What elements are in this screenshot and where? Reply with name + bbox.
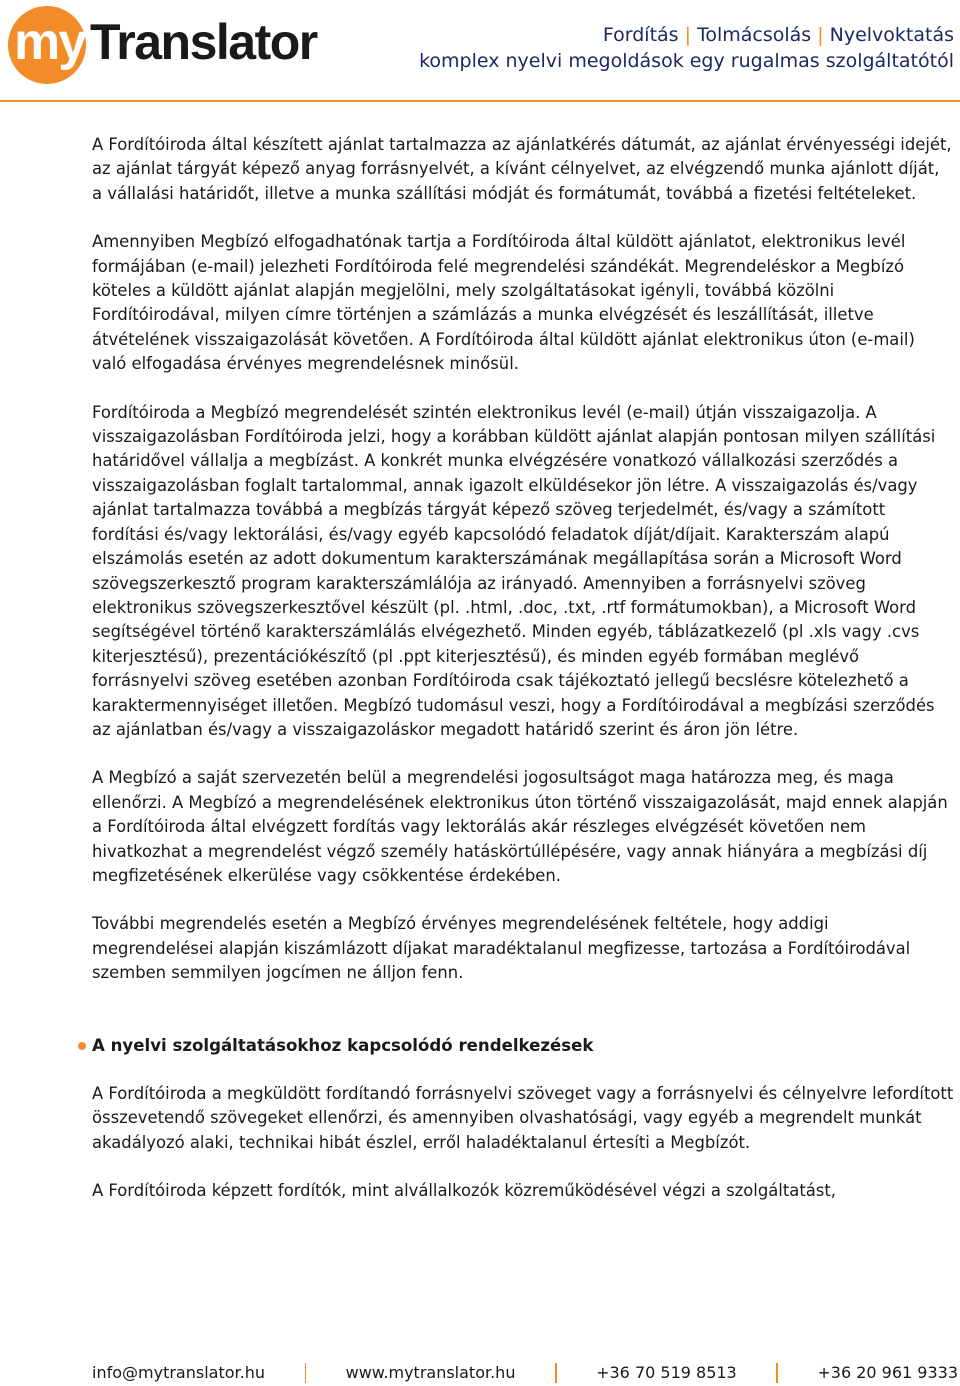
- document-body: [92, 133, 954, 1228]
- paragraph-subcontractors: A Fordítóiroda képzett fordítók, mint alvállalkozók közreműködésével végzi a szolgáltatást,: [92, 1181, 836, 1201]
- footer-separator: [555, 1363, 557, 1383]
- paragraph-order-acceptance: Amennyiben Megbízó elfogadhatónak tartja a Fordítóiroda által küldött ajánlatot, elektronikus levél formájában (e-mail) jelezheti Fordítóiroda felé megrendelési szándékát. Megrendeléskor a Megbízó köteles a küldött ajánlat alapján megjelölni, mely szolgáltatásokat igényli, továbbá közölni Fordítóirodával, milyen címre történjen a számlázás a munka elvégzését és leszállítását, illetve átvételének visszaigazolását követően. A Fordítóiroda által küldött ajánlat elektronikus úton (e-mail) való elfogadása érvényes megrendelésnek minősül.: [92, 232, 915, 374]
- header-divider: [0, 100, 960, 102]
- paragraph-source-check: A Fordítóiroda a megküldött fordítandó forrásnyelvi szöveget vagy a forrásnyelvi és célnyelvre lefordított összevetendő szövegeket ellenőrzi, és amennyiben olvashatósági, vagy egyéb a megrendelt munkát akadályozó alaki, technikai hibát észlel, erről haladéktalanul értesíti a Megbízót.: [92, 1084, 954, 1152]
- services-line: [419, 22, 954, 48]
- separator: |: [684, 24, 691, 46]
- paragraph-ordering-authority: A Megbízó a saját szervezetén belül a megrendelési jogosultságot maga határozza meg, és maga ellenőrzi. A Megbízó a megrendelésének elektronikus úton történő visszaigazolását, majd ennek alapján a Fordítóiroda által elvégzett fordítás vagy lektorálás akár részleges elvégzését követően nem hivatkozhat a megrendelést végző személy hatáskörtúllépésére, vagy annak hiányára a megbízási díj megfizetésének elkerülése vagy csökkentése érdekében.: [92, 768, 948, 885]
- mytranslator-logo: [8, 6, 317, 84]
- section-heading-text: A nyelvi szolgáltatásokhoz kapcsolódó rendelkezések: [92, 1035, 594, 1055]
- footer-phone-2: +36 20 961 9333: [817, 1363, 958, 1382]
- footer-email[interactable]: info@mytranslator.hu: [92, 1363, 265, 1382]
- logo-translator-text: Translator: [90, 14, 317, 70]
- paragraph-order-confirmation: Fordítóiroda a Megbízó megrendelését szintén elektronikus levél (e-mail) útján visszaigazolja. A visszaigazolásban Fordítóiroda jelzi, hogy a korábban küldött ajánlat alapján pontosan milyen szállítási határidővel vállalja a megbízást. A konkrét munka elvégzésére vonatkozó vállalkozási szerződés a visszaigazolásban foglalt tartalommal, annak igazolt elküldésekor jön létre. A visszaigazolás és/vagy ajánlat tartalmazza továbbá a megbízás tárgyát képező szöveg terjedelmét, és/vagy a számított fordítási és/vagy lektorálási, és/vagy egyéb kapcsolódó feladatok díját/díjait. Karakterszám alapú elszámolás esetén az adott dokumentum karakterszámának megállapítása során a Microsoft Word szövegszerkesztő program karakterszámlálója az irányadó. Amennyiben a forrásnyelvi szöveg elektronikus szövegszerkesztővel készült (pl. .html, .doc, .txt, .rtf formátumokban), a Microsoft Word segítségével történő karakterszámlálás elvégezhető. Minden egyéb, táblázatkezelő (pl .xls vagy .cvs kiterjesztésű), prezentációkészítő (pl .ppt kiterjesztésű), és minden egyéb formában meglévő forrásnyelvi szöveg esetében azonban Fordítóiroda csak tájékoztató jellegű becslésre kötelezhető a karaktermennyiséget illetően. Megbízó tudomásul veszi, hogy a Fordítóirodával a megbízási szerződés az ajánlatban és/vagy a visszaigazoláskor megadott határidő szerint és áron jön létre.: [92, 402, 936, 739]
- footer-website[interactable]: www.mytranslator.hu: [345, 1363, 516, 1382]
- footer-separator: [776, 1363, 778, 1383]
- header-tagline: [419, 22, 954, 74]
- bullet-icon: [78, 1042, 86, 1050]
- paragraph-further-orders: További megrendelés esetén a Megbízó érvényes megrendelésének feltétele, hogy addigi megrendelései alapján kiszámlázott díjakat maradéktalanul megfizesse, tartozása a Fordítóirodával szemben semmilyen jogcímen ne álljon fenn.: [92, 914, 911, 983]
- page-footer: [92, 1362, 958, 1384]
- footer-phone-1: +36 70 519 8513: [596, 1363, 737, 1382]
- section-heading: [92, 1034, 954, 1058]
- header-subtitle: komplex nyelvi megoldások egy rugalmas szolgáltatótól: [419, 50, 954, 72]
- service-translation: Fordítás: [602, 24, 679, 46]
- page-header: [0, 0, 960, 104]
- footer-separator: [305, 1363, 307, 1383]
- paragraph-offer-contents: A Fordítóiroda által készített ajánlat tartalmazza az ajánlatkérés dátumát, az ajánlat érvényességi idejét, az ajánlat tárgyát képező anyag forrásnyelvét, a kívánt célnyelvet, az elvégzendő munka ajánlott díját, a vállalási határidőt, illetve a munka szállítási módját és formátumát, továbbá a fizetési feltételeket.: [92, 135, 952, 203]
- service-language-teaching: Nyelvoktatás: [829, 24, 954, 46]
- logo-my-text: my: [14, 13, 86, 71]
- service-interpreting: Tolmácsolás: [696, 24, 812, 46]
- separator: |: [817, 24, 824, 46]
